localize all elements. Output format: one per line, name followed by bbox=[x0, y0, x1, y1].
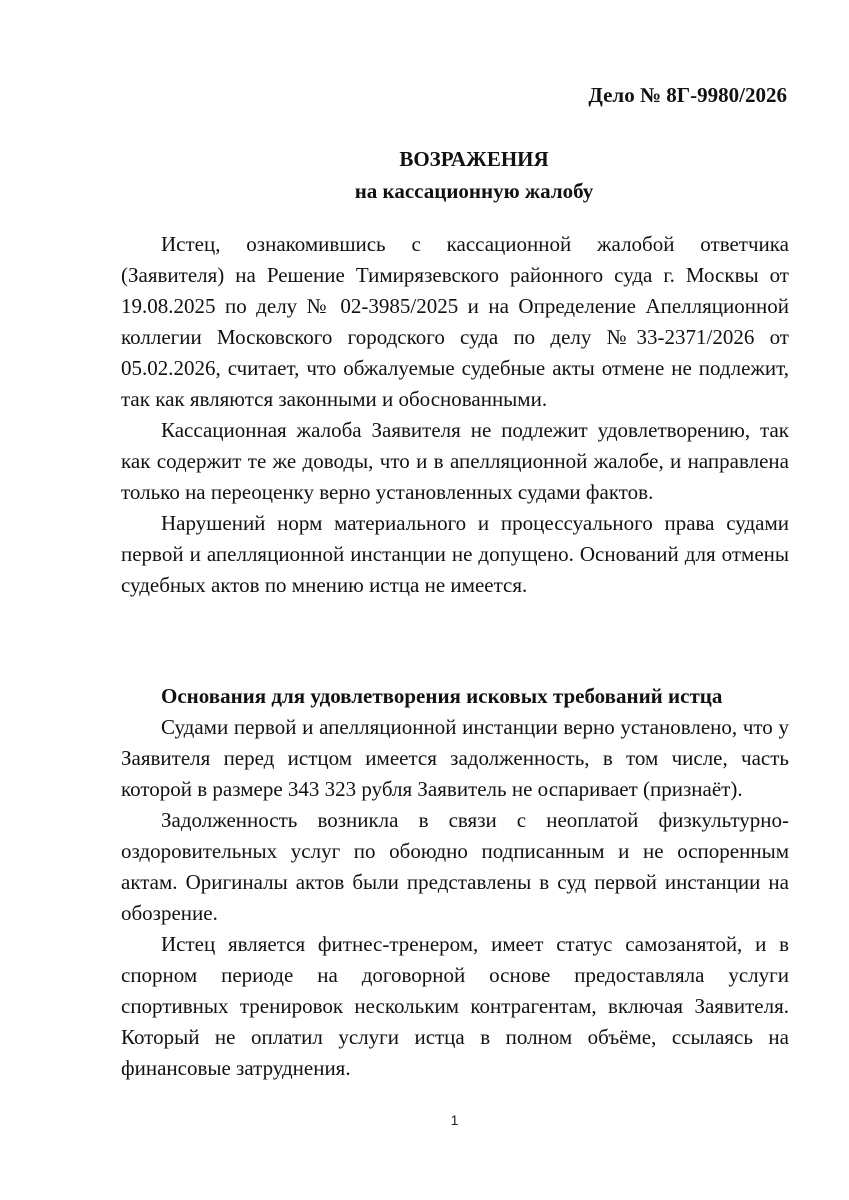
grounds-section bbox=[121, 712, 789, 1084]
case-number: Дело № 8Г-9980/2026 bbox=[588, 83, 787, 107]
document-title: ВОЗРАЖЕНИЯ bbox=[399, 147, 549, 171]
paragraph: Нарушений норм материального и процессуального права судами первой и апелляционной инстанции не допущено. Оснований для отмены судебных актов по мнению истца не имеется. bbox=[121, 511, 789, 597]
paragraph: Кассационная жалоба Заявителя не подлежит удовлетворению, так как содержит те же доводы, что и в апелляционной жалобе, и направлена только на переоценку верно установленных судами фактов. bbox=[121, 418, 789, 504]
paragraph: Истец, ознакомившись с кассационной жалобой ответчика (Заявителя) на Решение Тимирязевского районного суда г. Москвы от 19.08.2025 по делу № 02-3985/2025 и на Определение Апелляционной коллегии Московского городского суда по делу №33-2371/2026 от 05.02.2026, считает, что обжалуемые судебные акты отмене не подлежит, так как являются законными и обоснованными. bbox=[121, 232, 789, 411]
paragraph: Истец является фитнес-тренером, имеет статус самозанятой, и в спорном периоде на договорной основе предоставляла услуги спортивных тренировок нескольким контрагентам, включая Заявителя. Который не оплатил услуги истца в полном объёме, ссылаясь на финансовые затруднения. bbox=[121, 932, 789, 1080]
paragraph: Судами первой и апелляционной инстанции верно установлено, что у Заявителя перед истцом имеется задолженность, в том числе, часть которой в размере 343 323 рубля Заявитель не оспаривает (признаёт). bbox=[121, 715, 789, 801]
intro-section bbox=[121, 229, 789, 601]
document-title-block bbox=[121, 143, 827, 207]
document-subtitle: на кассационную жалобу bbox=[354, 179, 594, 203]
paragraph: Задолженность возникла в связи с неоплатой физкультурно-оздоровительных услуг по обоюдно подписанным и не оспоренным актам. Оригиналы актов были представлены в суд первой инстанции на обозрение. bbox=[121, 808, 789, 925]
page-number: 1 bbox=[450, 1112, 459, 1128]
section-heading: Основания для удовлетворения исковых требований истца bbox=[161, 684, 723, 708]
